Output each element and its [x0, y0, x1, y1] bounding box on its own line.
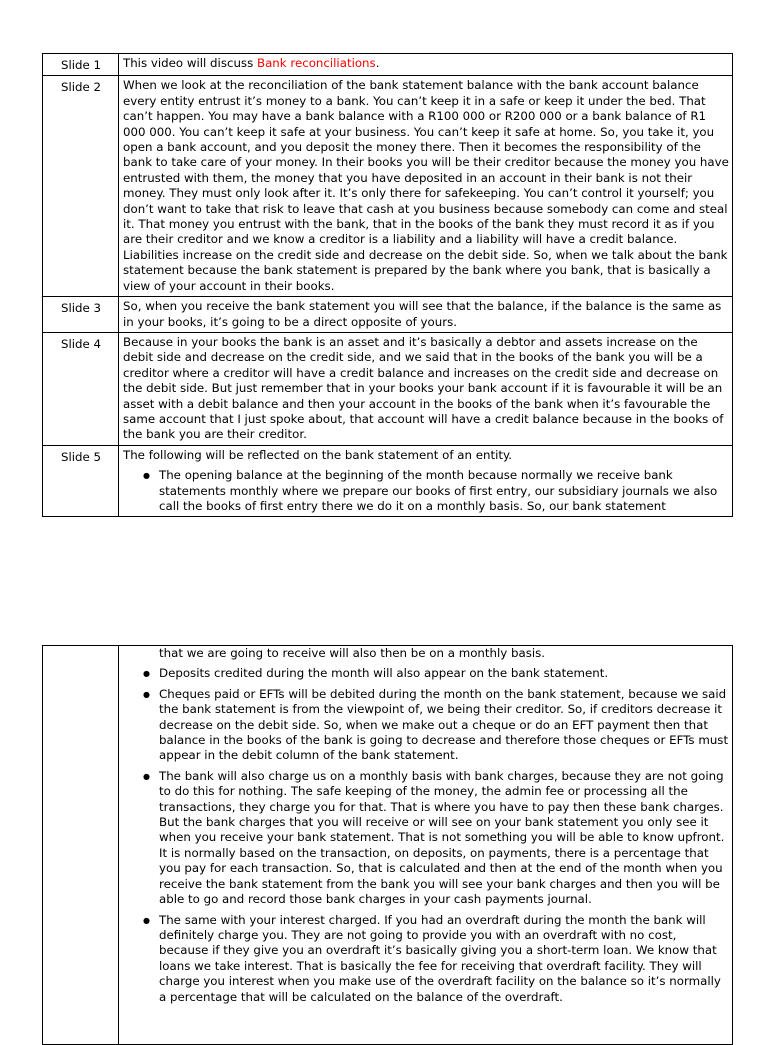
- slide-label: Slide 2: [43, 76, 119, 297]
- slide-5-intro: The following will be reflected on the bank statement of an entity.: [123, 447, 513, 462]
- topic-highlight: Bank reconciliations: [256, 56, 376, 70]
- table-row: [43, 76, 733, 297]
- slide-label: Slide 3: [43, 297, 119, 333]
- list-item: ● Deposits credited during the month will also appear on the bank statement.: [159, 666, 729, 681]
- slide-text: [119, 54, 733, 76]
- table-row: [43, 297, 733, 333]
- table-row: [43, 445, 733, 517]
- slide-text: When we look at the reconciliation of the bank statement balance with the bank account balance every entity entrust it’s money to a bank. You can’t keep it in a safe or keep it under the bed. That can’t happen. You may have a bank balance with a R100 000 or R200 000 or a bank balance of R1 000 000. You can’t keep it safe at your business. You can’t keep it safe at home. So, you take it, you open a bank account, and you deposit the money there. Then it becomes the responsibility of the bank to take care of your money. In their books you will be their creditor because the money you have entrusted with them, the money that you have deposited in an account in their bank is not their money. They must only look after it. It’s only there for safekeeping. You can’t control it yourself; you don’t want to take that risk to leave that cash at you business because somebody can come and steal it. That money you entrust with the bank, that in the books of the bank they must record it as if you are their creditor and we know a creditor is a liability and a liability will have a credit balance. Liabilities increase on the credit side and decrease on the debit side. So, when we talk about the bank statement because the bank statement is prepared by the bank where you bank, that is basically a view of your account in their books.: [119, 76, 733, 297]
- table-row: [43, 54, 733, 76]
- list-item: ● The bank will also charge us on a monthly basis with bank charges, because they are not going to do this for nothing. The safe keeping of the money, the admin fee or processing all the transactions, they charge you for that. That is where you have to pay then these bank charges. But the bank charges that you will receive or will see on your bank statement you only see it when you receive your bank statement. That is not something you will be able to know upfront. It is normally based on the transaction, on deposits, on payments, there is a percentage that you pay for each transaction. So, that is calculated and then at the end of the month when you receive the bank statement from the bank you will see your bank charges and then you will be able to go and record those bank charges in your cash payments journal.: [159, 769, 729, 908]
- slide-text-outro: .: [375, 56, 380, 70]
- table-row: [43, 646, 733, 1045]
- slide-text: Because in your books the bank is an asset and it’s basically a debtor and assets increase on the debit side and decrease on the credit side, and we said that in the books of the bank you will be a creditor where a creditor will have a credit balance and increases on the credit side and decrease on the debit side. But just remember that in your books your bank account if it is favourable it will be an asset with a debit balance and then your account in the books of the bank when it’s favourable the same account that I just spoke about, that account will have a credit balance because in the books of the bank you are their creditor.: [119, 332, 733, 445]
- slide-text-intro: This video will discuss: [123, 56, 257, 70]
- table-row: [43, 332, 733, 445]
- slide-label-empty: [43, 646, 119, 1045]
- slide-label: Slide 1: [43, 54, 119, 76]
- slide-text: [119, 445, 733, 517]
- slide-label: Slide 5: [43, 445, 119, 517]
- slide-label: Slide 4: [43, 332, 119, 445]
- bullet-list: [123, 468, 729, 514]
- transcript-table-page-1: [42, 53, 733, 517]
- list-item: ● Cheques paid or EFTs will be debited during the month on the bank statement, because we said the bank statement is from the viewpoint of, we being their creditor. So, if creditors decrease it decrease on the debit side. So, when we make out a cheque or do an EFT payment then that balance in the books of the bank is going to decrease and therefore those cheques or EFTs must appear in the debit column of the bank statement.: [159, 687, 729, 764]
- bullet-continuation: that we are going to receive will also then be on a monthly basis.: [159, 646, 546, 660]
- list-item: ● The opening balance at the beginning of the month because normally we receive bank statements monthly where we prepare our books of first entry, our subsidiary journals we also call the books of first entry there we do it on a monthly basis. So, our bank statement: [159, 468, 729, 514]
- slide-text: So, when you receive the bank statement you will see that the balance, if the balance is the same as in your books, it’s going to be a direct opposite of yours.: [119, 297, 733, 333]
- bullet-list: [123, 666, 729, 1005]
- slide-text: [119, 646, 733, 1045]
- transcript-table-page-2: [42, 645, 733, 1045]
- list-item: ● The same with your interest charged. If you had an overdraft during the month the bank will definitely charge you. They are not going to provide you with an overdraft with no cost, because if they give you an overdraft it’s basically giving you a short-term loan. We know that loans we take interest. That is basically the fee for receiving that overdraft facility. They will charge you interest when you make use of the overdraft facility on the balance so it’s normally a percentage that will be calculated on the balance of the overdraft.: [159, 913, 729, 1005]
